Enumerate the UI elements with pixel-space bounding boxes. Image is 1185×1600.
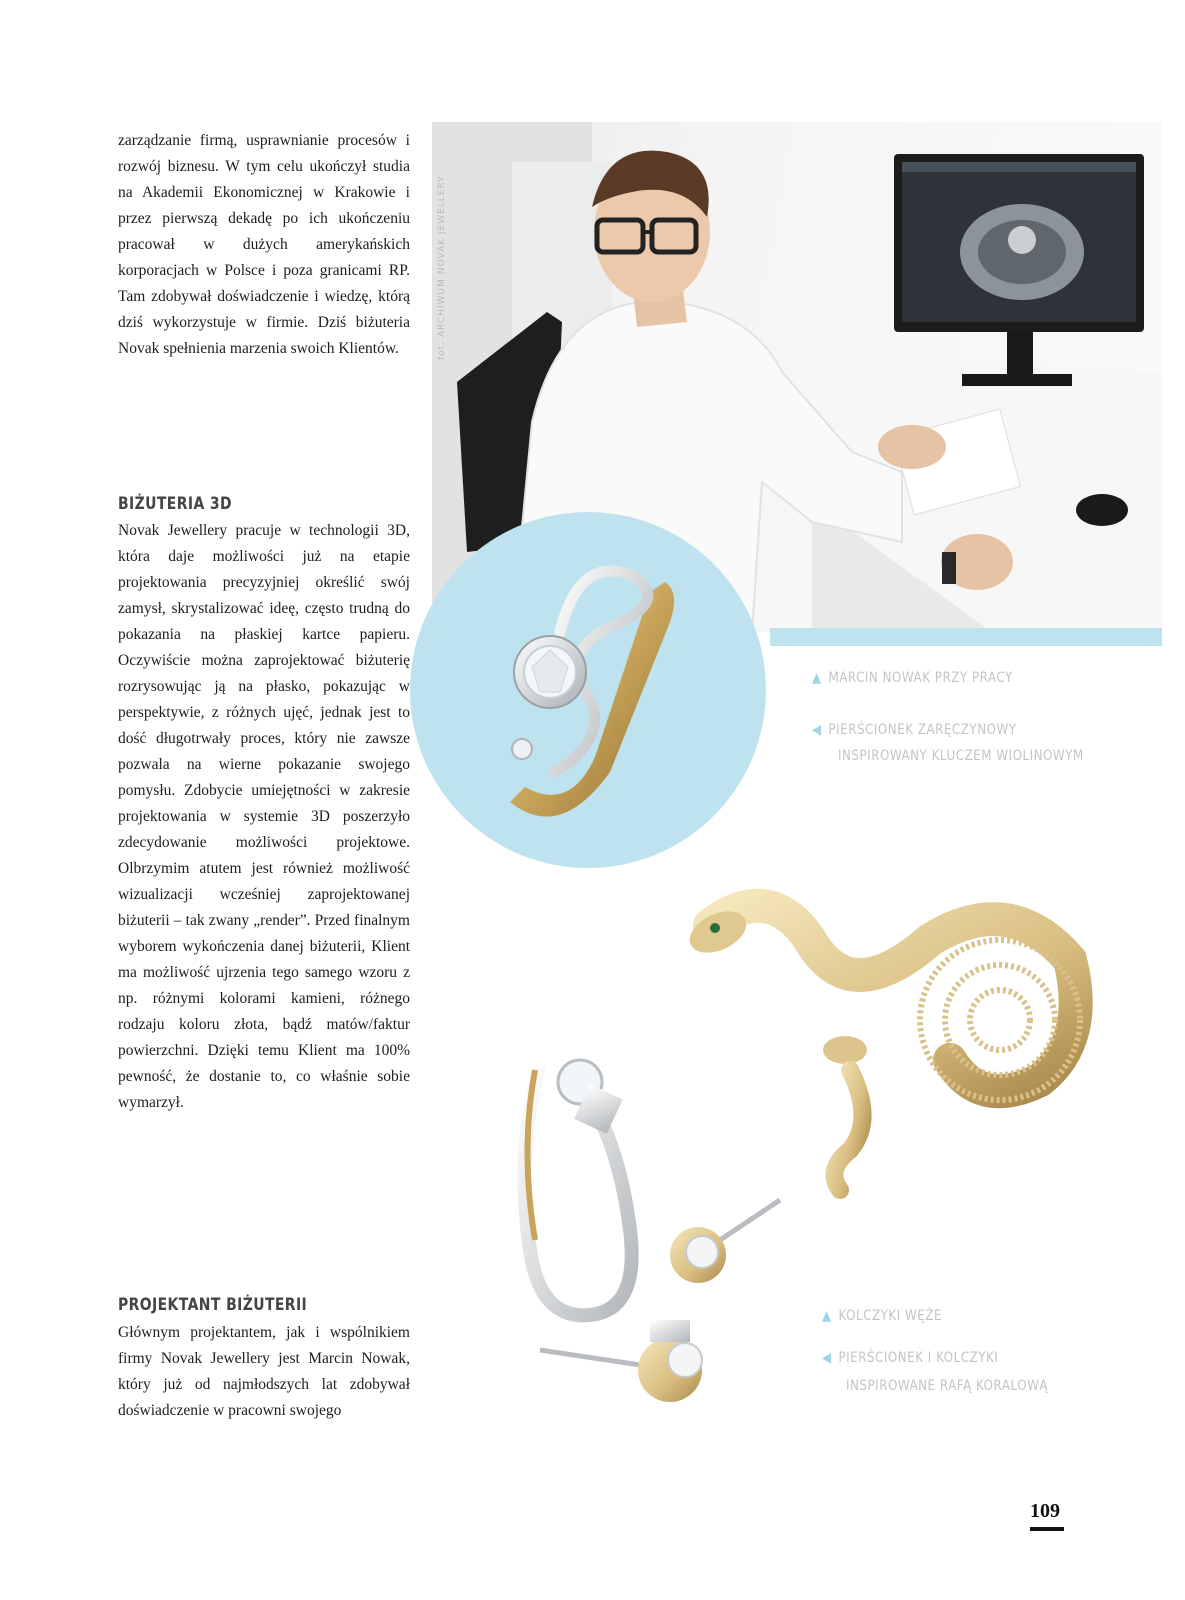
- coral-set-caption: [822, 1346, 998, 1370]
- caption-text: KOLCZYKI WĘŻE: [838, 1308, 943, 1324]
- triangle-up-icon: ▲: [822, 1308, 832, 1324]
- ring-circle-feature: [410, 512, 766, 868]
- photo-caption: [812, 666, 1013, 690]
- ring-caption: [812, 718, 1017, 742]
- body-paragraph: zarządzanie firmą, usprawnianie procesów i rozwój biznesu. W tym celu ukończył studia na Akademii Ekonomicznej w Krakowie i przez pierwszą dekadę po ich ukończeniu pracował w dużych amerykańskich korporacjach w Polsce i poza granicami RP. Tam zdobywał doświadczenie i wiedzę, którą dziś wykorzystuje w firmie. Dziś biżuteria Novak spełnienia marzenia swoich Klientów.: [118, 132, 410, 357]
- accent-band: [770, 628, 1162, 646]
- coral-set-caption-line2: [846, 1374, 1048, 1398]
- page-number: 109: [1030, 1500, 1060, 1522]
- section-heading: PROJEKTANT BIŻUTERII: [118, 1295, 308, 1315]
- body-paragraph: Novak Jewellery pracuje w technologii 3D, która daje możliwości już na etapie projektowania precyzyjniej określić swój zamysł, skrystalizować ideę, często trudną do pokazania na płaskiej kartce papieru. Oczywiście można zaprojektować biżuterię rozrysowując ją na płasko, pokazując w perspektywie, z różnych ujęć, jednak jest to dość długotrwały proces, który nie zawsze pozwala na wierne pokazanie swojego pomysłu. Zdobycie umiejętności w zakresie projektowania w systemie 3D poszerzyło zdecydowanie możliwości projektowe. Olbrzymim atutem jest również możliwość wizualizacji wcześniej zaprojektowanej biżuterii – tak zwany „render”. Przed finalnym wyborem wykończenia danej biżuterii, Klient ma możliwość ujrzenia tego samego wzoru z np. różnymi kolorami kamieni, różnego rodzaju koloru złota, bądź matów/faktur powierzchni. Dzięki temu Klient ma 100% pewność, że dostanie to, co właśnie sobie wymarzył.: [118, 522, 410, 1111]
- triangle-left-icon: ◀: [822, 1350, 832, 1366]
- caption-text: INSPIROWANE RAFĄ KORALOWĄ: [846, 1378, 1049, 1394]
- jewellery-products-image: [480, 870, 1120, 1430]
- ring-caption-line2: [838, 744, 1084, 768]
- snake-and-coral-jewellery-illustration: [480, 870, 1120, 1430]
- treble-clef-ring-image: [410, 512, 766, 868]
- body-paragraph: Głównym projektantem, jak i wspólnikiem firmy Novak Jewellery jest Marcin Nowak, który już od najmłodszych lat zdobywał doświadczenie w pracowni swojego: [118, 1324, 410, 1419]
- caption-text: MARCIN NOWAK PRZY PRACY: [828, 670, 1013, 686]
- caption-text: PIERŚCIONEK I KOLCZYKI: [838, 1350, 999, 1366]
- section-heading: BIŻUTERIA 3D: [118, 494, 233, 514]
- photo-credit: fot. ARCHIWUM NOVAK JEWELLERY: [437, 175, 447, 360]
- caption-text: PIERŚCIONEK ZARĘCZYNOWY: [828, 722, 1017, 738]
- snake-earrings-caption: [822, 1304, 942, 1328]
- caption-text: INSPIROWANY KLUCZEM WIOLINOWYM: [838, 748, 1084, 764]
- triangle-up-icon: ▲: [812, 670, 822, 686]
- triangle-left-icon: ◀: [812, 722, 822, 738]
- page-number-underline: [1030, 1527, 1064, 1531]
